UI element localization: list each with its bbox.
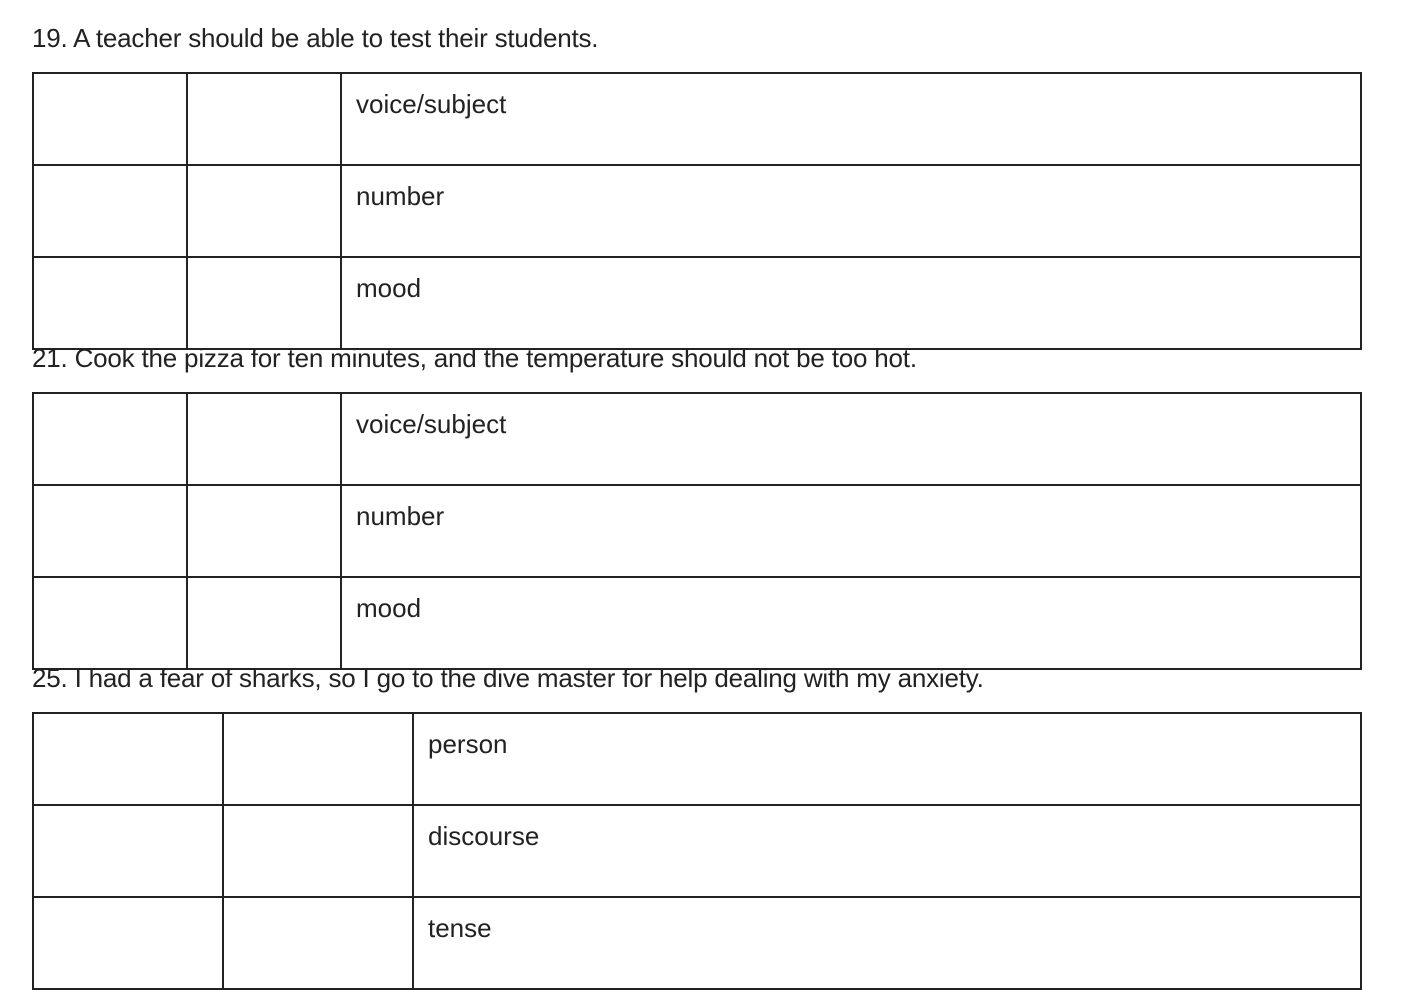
answer-cell[interactable]	[33, 485, 187, 577]
table-row	[33, 165, 1361, 257]
row-label-number: number	[341, 485, 1361, 577]
answer-cell[interactable]	[187, 577, 341, 669]
question-19-title: 19. A teacher should be able to test their students.	[32, 23, 599, 53]
table-row	[33, 257, 1361, 349]
question-25-table	[32, 712, 1362, 990]
answer-cell[interactable]	[223, 805, 413, 897]
answer-cell[interactable]	[223, 713, 413, 805]
answer-cell[interactable]	[187, 257, 341, 349]
answer-cell[interactable]	[187, 485, 341, 577]
answer-cell[interactable]	[223, 897, 413, 989]
table-row	[33, 805, 1361, 897]
row-label-voice-subject: voice/subject	[341, 73, 1361, 165]
question-21-title: 21. Cook the pizza for ten minutes, and the temperature should not be too hot.	[32, 343, 917, 373]
table-row	[33, 393, 1361, 485]
answer-cell[interactable]	[187, 165, 341, 257]
answer-cell[interactable]	[187, 73, 341, 165]
answer-cell[interactable]	[33, 805, 223, 897]
answer-cell[interactable]	[187, 393, 341, 485]
row-label-discourse: discourse	[413, 805, 1361, 897]
answer-cell[interactable]	[33, 897, 223, 989]
table-row	[33, 577, 1361, 669]
answer-cell[interactable]	[33, 73, 187, 165]
answer-cell[interactable]	[33, 577, 187, 669]
answer-cell[interactable]	[33, 713, 223, 805]
answer-cell[interactable]	[33, 165, 187, 257]
question-21-table	[32, 392, 1362, 670]
row-label-person: person	[413, 713, 1361, 805]
row-label-number: number	[341, 165, 1361, 257]
question-25-title: 25. I had a fear of sharks, so I go to the dive master for help dealing with my anxiety.	[32, 663, 984, 693]
answer-cell[interactable]	[33, 257, 187, 349]
table-row	[33, 713, 1361, 805]
table-row	[33, 485, 1361, 577]
answer-cell[interactable]	[33, 393, 187, 485]
row-label-tense: tense	[413, 897, 1361, 989]
row-label-mood: mood	[341, 257, 1361, 349]
table-row	[33, 73, 1361, 165]
table-row	[33, 897, 1361, 989]
question-19-table	[32, 72, 1362, 350]
row-label-mood: mood	[341, 577, 1361, 669]
row-label-voice-subject: voice/subject	[341, 393, 1361, 485]
